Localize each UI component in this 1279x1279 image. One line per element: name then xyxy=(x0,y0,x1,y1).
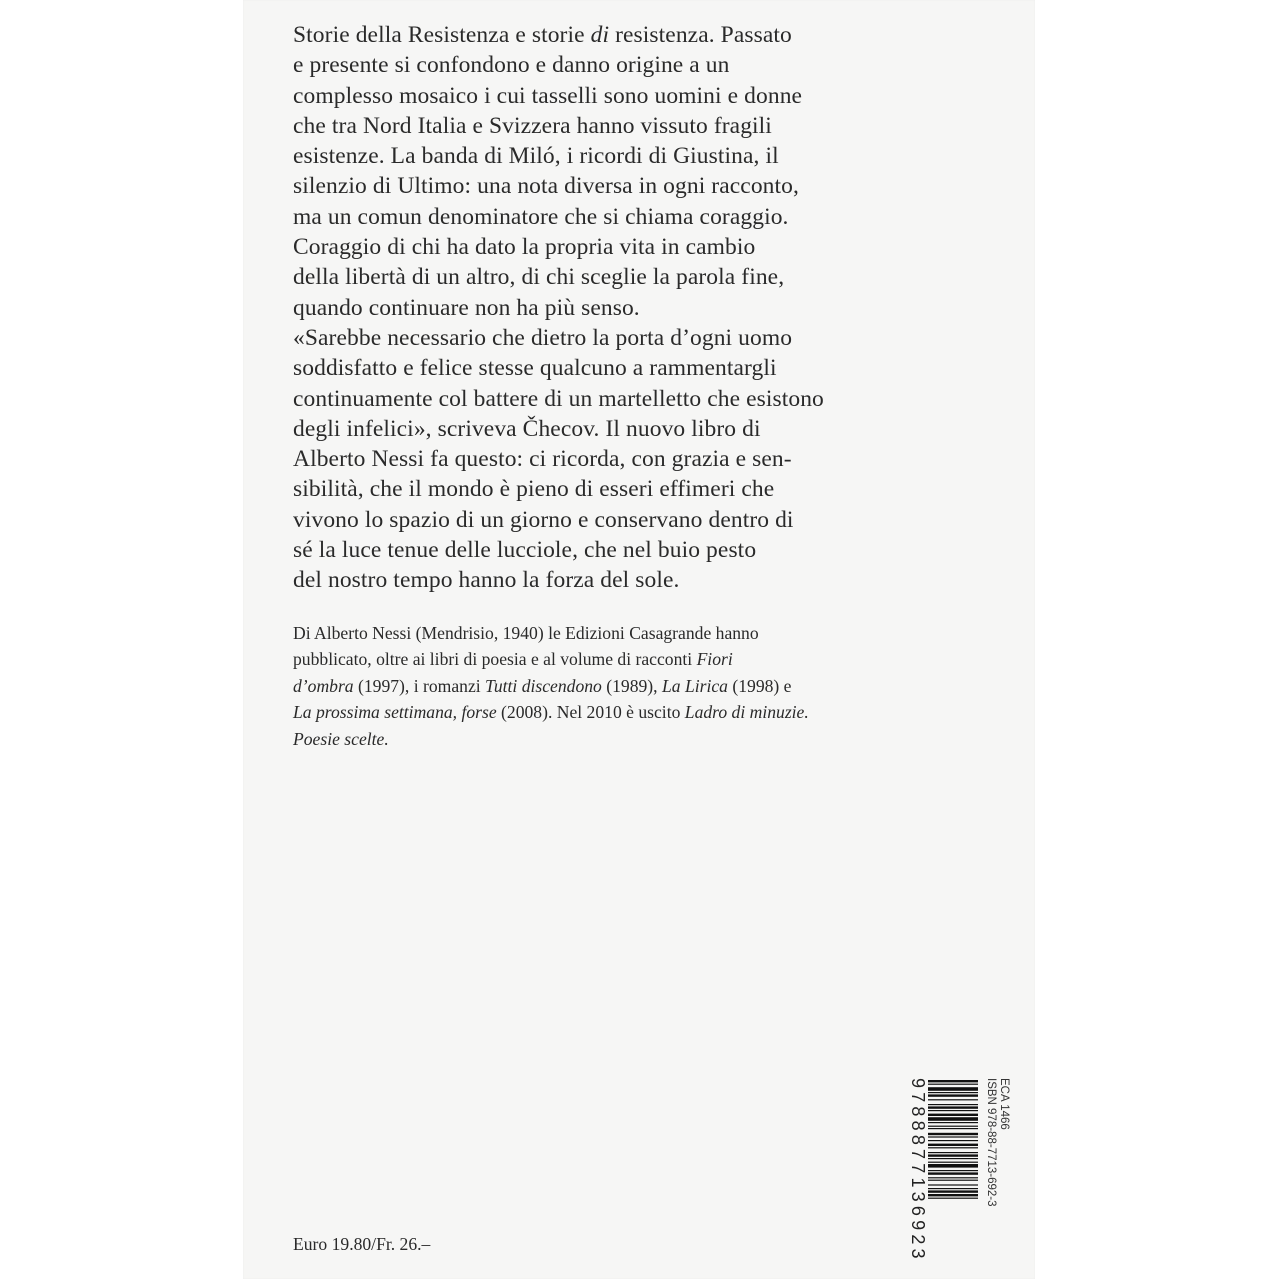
barcode-bar xyxy=(928,1188,978,1189)
blurb-line-segment: silenzio di Ultimo: una nota diversa in ogni racconto, xyxy=(293,173,799,200)
bio-line-segment: (1997), i romanzi xyxy=(353,675,486,696)
barcode-bar xyxy=(928,1140,978,1141)
barcode-bar xyxy=(928,1147,978,1148)
bio-line-segment: (1989), xyxy=(601,675,662,696)
bio-line xyxy=(293,673,893,699)
barcode-bar xyxy=(928,1122,978,1123)
barcode-bar xyxy=(928,1162,978,1163)
isbn-label: ISBN 978-88-7713-692-3 xyxy=(985,1078,997,1207)
barcode-bar xyxy=(928,1158,978,1159)
bio-line-segment: Fiori xyxy=(696,649,733,670)
blurb-line-segment: complesso mosaico i cui tasselli sono uomini e donne xyxy=(293,82,803,109)
barcode-bar xyxy=(928,1128,978,1129)
bio-line-segment: La prossima settimana, forse xyxy=(293,702,497,723)
bio-line xyxy=(293,646,893,672)
blurb-line-segment: che tra Nord Italia e Svizzera hanno vissuto fragili xyxy=(293,112,772,139)
barcode-bar xyxy=(928,1184,978,1185)
barcode-bar xyxy=(928,1084,978,1085)
blurb-line-segment: Storie della Resistenza e storie xyxy=(293,22,591,48)
blurb-line-segment: continuamente col battere di un martelletto che esistono xyxy=(293,385,824,412)
barcode-bar xyxy=(928,1092,978,1093)
barcode-bar xyxy=(928,1144,978,1146)
barcode-block xyxy=(900,1078,1010,1263)
blurb-line-segment: del nostro tempo hanno la forza del sole. xyxy=(293,567,680,594)
bio-line-segment: pubblicato, oltre ai libri di poesia e al volume di racconti xyxy=(293,649,697,670)
blurb-line-segment: ma un comun denominatore che si chiama coraggio. xyxy=(293,203,789,230)
barcode-bar xyxy=(928,1177,978,1178)
barcode-bar xyxy=(928,1164,978,1168)
blurb-text xyxy=(293,20,893,596)
barcode-bar xyxy=(928,1172,978,1174)
barcode-digits: 9788877136923 xyxy=(908,1078,928,1263)
blurb-line xyxy=(293,81,893,111)
blurb-line-segment: soddisfatto e felice stesse qualcuno a rammentargli xyxy=(293,355,777,382)
barcode-bar xyxy=(928,1099,978,1100)
blurb-line-segment: quando continuare non ha più senso. xyxy=(293,294,640,321)
barcode-bar xyxy=(928,1114,978,1116)
blurb-line-segment: sé la luce tenue delle lucciole, che nel buio pesto xyxy=(293,537,757,564)
blurb-line-segment: Alberto Nessi fa questo: ci ricorda, con grazia e sen- xyxy=(293,446,792,473)
barcode-bar xyxy=(928,1194,978,1196)
barcode-bar xyxy=(928,1110,978,1111)
blurb-line-segment: degli infelici», scriveva Čhecov. Il nuovo libro di xyxy=(293,415,761,442)
barcode-meta xyxy=(984,1078,1010,1246)
blurb-line-segment: vivono lo spazio di un giorno e conservano dentro di xyxy=(293,506,794,533)
bio-line xyxy=(293,620,893,646)
bio-line-segment: Di Alberto Nessi (Mendrisio, 1940) le Edizioni Casagrande hanno xyxy=(293,623,759,643)
barcode-bar xyxy=(928,1133,978,1135)
bio-line-segment: La Lirica xyxy=(661,675,728,696)
barcode-bar xyxy=(928,1136,978,1137)
author-bio xyxy=(293,620,893,752)
blurb-line-segment: di xyxy=(590,22,610,48)
blurb-line-segment: Coraggio di chi ha dato la propria vita in cambio xyxy=(293,234,756,261)
bio-line xyxy=(293,726,893,752)
blurb-line xyxy=(293,141,893,171)
blurb-line xyxy=(293,171,893,201)
blurb-line xyxy=(293,323,893,353)
bio-line-segment: (1998) e xyxy=(727,675,792,696)
barcode-bar xyxy=(928,1104,978,1105)
blurb-line xyxy=(293,535,893,565)
barcode-bar xyxy=(928,1170,978,1171)
blurb-line xyxy=(293,293,893,323)
bio-line xyxy=(293,699,893,725)
blurb-line-segment: della libertà di un altro, di chi sceglie la parola fine, xyxy=(293,264,785,291)
bio-line-segment: Poesie scelte. xyxy=(293,728,389,749)
blurb-line xyxy=(293,50,893,80)
price-label: Euro 19.80/Fr. 26.– xyxy=(293,1234,431,1254)
barcode-bars xyxy=(928,1078,978,1246)
blurb-line xyxy=(293,202,893,232)
barcode-bar xyxy=(928,1106,978,1108)
blurb-line-segment: sibilità, che il mondo è pieno di esseri effimeri che xyxy=(293,476,775,503)
blurb-line-segment: resistenza. Passato xyxy=(609,22,792,48)
blurb-line xyxy=(293,384,893,414)
blurb-line-segment: e presente si confondono e danno origine a un xyxy=(293,52,730,79)
barcode-bar xyxy=(928,1190,978,1192)
barcode-bar xyxy=(928,1154,978,1156)
blurb-line xyxy=(293,111,893,141)
blurb-line xyxy=(293,565,893,595)
bio-line-segment: d’ombra xyxy=(293,675,354,696)
barcode-bar xyxy=(928,1198,978,1199)
blurb-line xyxy=(293,353,893,383)
blurb-line-segment: esistenze. La banda di Miló, i ricordi di Giustina, il xyxy=(293,143,779,170)
blurb-line xyxy=(293,232,893,262)
bio-line-segment: Ladro di minuzie. xyxy=(684,702,809,723)
barcode-bar xyxy=(928,1152,978,1153)
blurb-line xyxy=(293,474,893,504)
barcode-bar xyxy=(928,1126,978,1127)
blurb-line xyxy=(293,444,893,474)
catalog-code: ECA 1466 xyxy=(998,1078,1010,1130)
blurb-line xyxy=(293,20,893,50)
barcode-bar xyxy=(928,1087,978,1091)
blurb-line xyxy=(293,262,893,292)
barcode-bar xyxy=(928,1180,978,1181)
bio-line-segment: Tutti discendono xyxy=(485,675,602,696)
blurb-line xyxy=(293,414,893,444)
blurb-line-segment: «Sarebbe necessario che dietro la porta d’ogni uomo xyxy=(293,324,793,351)
blurb-line xyxy=(293,505,893,535)
barcode-bar xyxy=(928,1080,978,1082)
bio-line-segment: (2008). Nel 2010 è uscito xyxy=(496,702,685,723)
barcode-bar xyxy=(928,1094,978,1096)
barcode-bar xyxy=(928,1117,978,1121)
